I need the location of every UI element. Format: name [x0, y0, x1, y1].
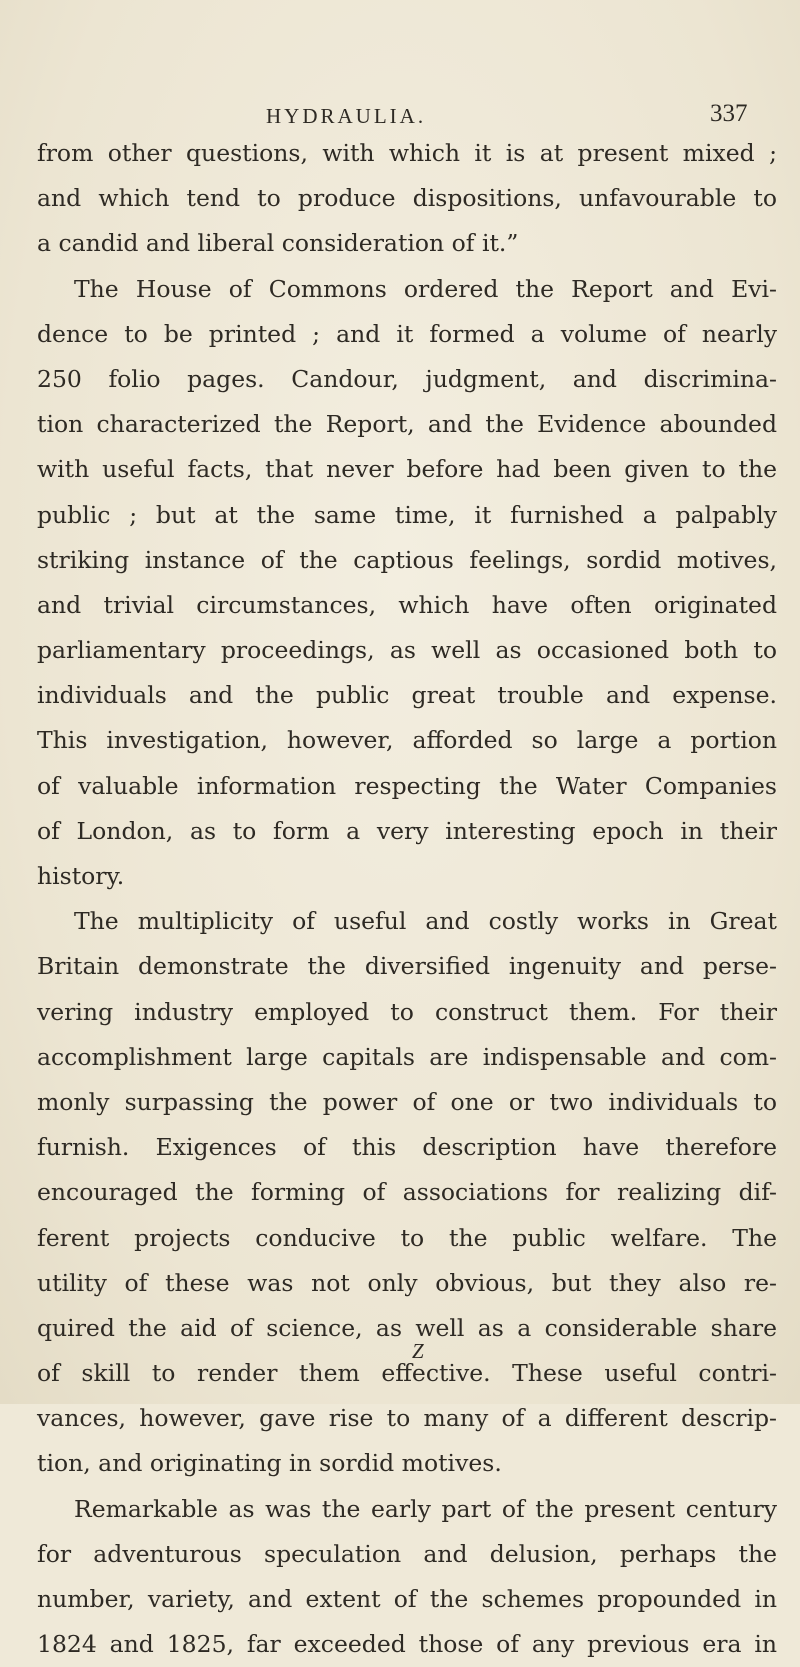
- text-line: for adventurous speculation and delusion, perhaps the: [37, 1539, 777, 1568]
- text-line: ferent projects conducive to the public welfare. The: [37, 1223, 777, 1252]
- text-line: from other questions, with which it is at present mixed ;: [37, 139, 777, 167]
- text-line: 250 folio pages. Candour, judgment, and discrimina-: [37, 364, 777, 393]
- text-line: and which tend to produce dispositions, unfavourable to: [37, 184, 777, 213]
- text-line: monly surpassing the power of one or two individuals to: [37, 1087, 777, 1116]
- page-number: 337: [710, 100, 748, 127]
- text-line: tion characterized the Report, and the Evidence abounded: [37, 410, 777, 439]
- text-line: vances, however, gave rise to many of a different descrip-: [37, 1404, 777, 1433]
- text-line: furnish. Exigences of this description have therefore: [37, 1133, 777, 1162]
- text-line: accomplishment large capitals are indispensable and com-: [37, 1042, 777, 1071]
- text-line: of valuable information respecting the Water Companies: [37, 771, 777, 800]
- text-line: tion, and originating in sordid motives.: [37, 1449, 502, 1478]
- text-line: striking instance of the captious feelings, sordid motives,: [37, 545, 777, 574]
- text-line: number, variety, and extent of the schemes propounded in: [37, 1585, 777, 1613]
- text-line: 1824 and 1825, far exceeded those of any previous era in: [37, 1630, 777, 1659]
- text-line: a candid and liberal consideration of it.”: [37, 229, 519, 258]
- text-line: individuals and the public great trouble and expense.: [37, 681, 777, 710]
- text-line: Remarkable as was the early part of the present century: [74, 1494, 777, 1523]
- signature-mark: Z: [412, 1339, 424, 1363]
- text-line: and trivial circumstances, which have often originated: [37, 590, 777, 619]
- text-line: with useful facts, that never before had been given to the: [37, 455, 777, 484]
- text-line: parliamentary proceedings, as well as occasioned both to: [37, 636, 777, 665]
- page-header: [0, 100, 800, 134]
- text-line: public ; but at the same time, it furnished a palpably: [37, 500, 777, 529]
- text-line: dence to be printed ; and it formed a volume of nearly: [37, 319, 777, 348]
- text-line: of London, as to form a very interesting epoch in their: [37, 816, 777, 845]
- text-line: utility of these was not only obvious, but they also re-: [37, 1268, 777, 1297]
- text-line: history.: [37, 862, 125, 890]
- text-line: encouraged the forming of associations for realizing dif-: [37, 1178, 777, 1207]
- body-text: [37, 131, 777, 1667]
- text-line: This investigation, however, afforded so large a portion: [37, 726, 777, 755]
- text-line: The House of Commons ordered the Report and Evi-: [74, 274, 777, 303]
- text-line: quired the aid of science, as well as a considerable share: [37, 1313, 777, 1342]
- text-line: The multiplicity of useful and costly works in Great: [74, 907, 777, 936]
- text-line: Britain demonstrate the diversified ingenuity and perse-: [37, 952, 777, 981]
- text-line: of skill to render them effective. These useful contri-: [37, 1359, 777, 1388]
- text-line: vering industry employed to construct them. For their: [37, 997, 777, 1026]
- running-title: HYDRAULIA.: [266, 104, 427, 128]
